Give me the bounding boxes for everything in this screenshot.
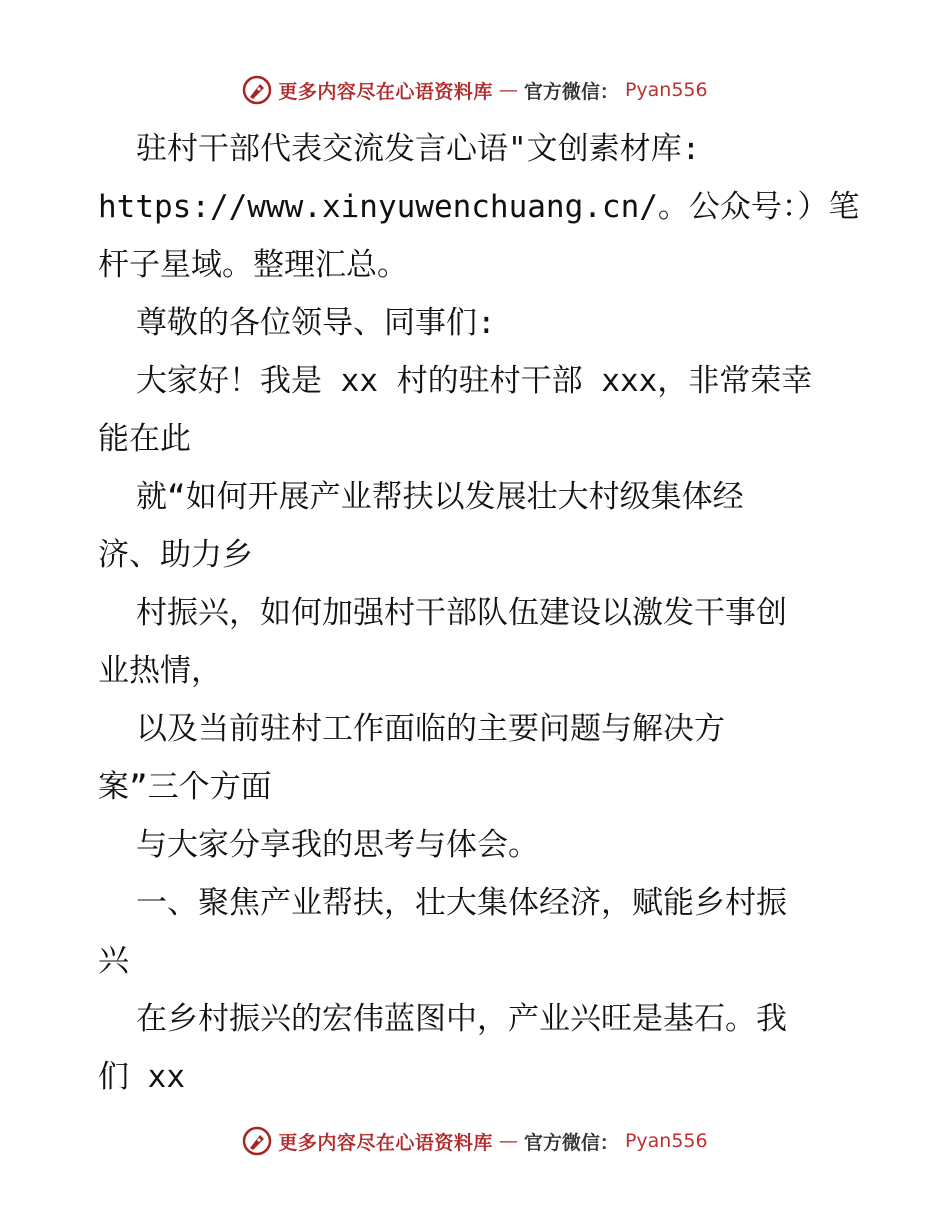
paragraph-line: 业热情， (98, 653, 222, 689)
banner-separator: — (498, 79, 518, 101)
paragraph-line: 杆子星域。整理汇总。 (98, 247, 408, 283)
paragraph-line: 们 xx (98, 1059, 185, 1095)
banner-wechat-label: 官方微信： (523, 1131, 619, 1154)
paragraph-line: 在乡村振兴的宏伟蓝图中，产业兴旺是基石。我 (136, 1001, 787, 1037)
section-heading-line: 一、聚焦产业帮扶，壮大集体经济，赋能乡村振 (136, 885, 787, 921)
paragraph-line: 与大家分享我的思考与体会。 (136, 827, 539, 863)
pen-nib-circle-logo-icon (242, 1126, 272, 1156)
paragraph-line: 驻村干部代表交流发言心语"文创素材库: (136, 131, 701, 167)
document-body (98, 120, 858, 1106)
paragraph-line: 尊敬的各位领导、同事们: (136, 305, 496, 341)
pen-nib-circle-logo-icon (242, 75, 272, 105)
banner-wechat-label: 官方微信： (523, 80, 619, 103)
section-heading-line: 兴 (98, 943, 129, 979)
banner-wechat-id: Pyan556 (624, 79, 708, 101)
footer-banner (0, 1121, 950, 1161)
banner-main-text: 更多内容尽在心语资料库 (278, 1131, 493, 1154)
header-banner (0, 70, 950, 110)
paragraph-line: 能在此 (98, 421, 191, 457)
paragraph-line: https://www.xinyuwenchuang.cn/。公众号：）笔 (98, 189, 860, 225)
banner-separator: — (498, 1130, 518, 1152)
paragraph-line: 济、助力乡 (98, 537, 253, 573)
paragraph-line: 大家好！我是 xx 村的驻村干部 xxx，非常荣幸 (136, 363, 813, 399)
banner-wechat-id: Pyan556 (624, 1130, 708, 1152)
paragraph-line: 以及当前驻村工作面临的主要问题与解决方 (136, 711, 725, 747)
paragraph-line: 就“如何开展产业帮扶以发展壮大村级集体经 (136, 479, 744, 515)
banner-main-text: 更多内容尽在心语资料库 (278, 80, 493, 103)
paragraph-line: 案”三个方面 (98, 769, 272, 805)
paragraph-line: 村振兴，如何加强村干部队伍建设以激发干事创 (136, 595, 787, 631)
